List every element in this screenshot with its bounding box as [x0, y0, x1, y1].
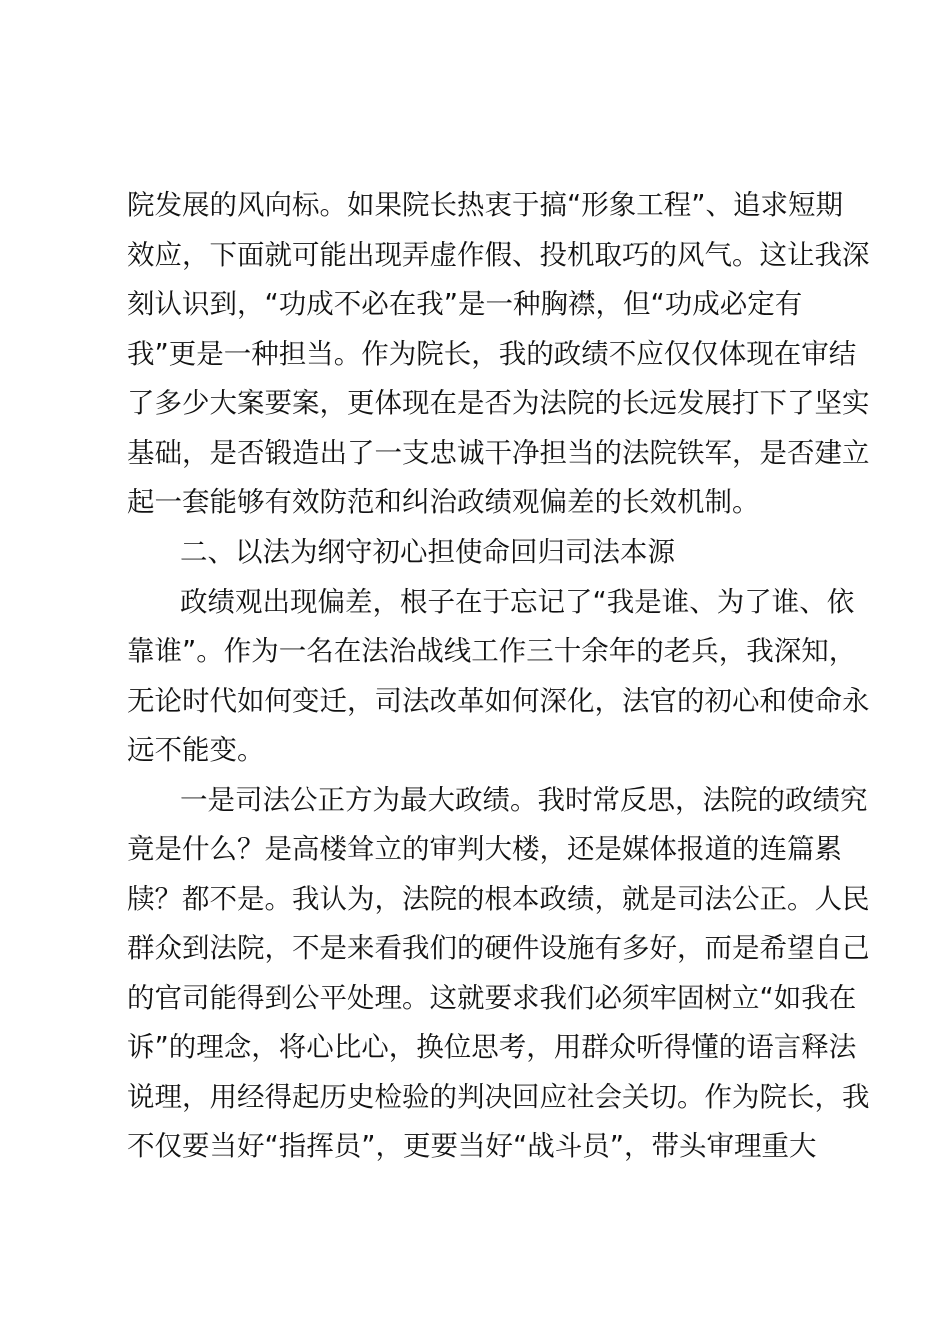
- text-line: 竟是什么？是高楼耸立的审判大楼，还是媒体报道的连篇累: [127, 833, 842, 865]
- text-line: 牍？都不是。我认为，法院的根本政绩，就是司法公正。人民: [127, 883, 870, 915]
- text-line: 效应，下面就可能出现弄虚作假、投机取巧的风气。这让我深: [127, 239, 870, 271]
- text-line: 远不能变。: [127, 734, 265, 766]
- text-line: 说理，用经得起历史检验的判决回应社会关切。作为院长，我: [127, 1081, 870, 1113]
- text-line: 起一套能够有效防范和纠治政绩观偏差的长效机制。: [127, 486, 760, 518]
- text-line: 的官司能得到公平处理。这就要求我们必须牢固树立“如我在: [127, 982, 857, 1014]
- text-line: 刻认识到，“功成不必在我”是一种胸襟，但“功成必定有: [127, 288, 803, 320]
- text-line: 不仅要当好“指挥员”，更要当好“战斗员”，带头审理重大: [127, 1130, 817, 1162]
- text-line: 了多少大案要案，更体现在是否为法院的长远发展打下了坚实: [127, 387, 870, 419]
- text-line: 群众到法院，不是来看我们的硬件设施有多好，而是希望自己: [127, 932, 870, 964]
- text-line: 一是司法公正方为最大政绩。我时常反思，法院的政绩究: [180, 784, 868, 816]
- text-line: 政绩观出现偏差，根子在于忘记了“我是谁、为了谁、依: [180, 586, 855, 618]
- text-line: 我”更是一种担当。作为院长，我的政绩不应仅仅体现在审结: [127, 338, 857, 370]
- section-heading: 二、以法为纲守初心担使命回归司法本源: [180, 536, 675, 568]
- text-line: 诉”的理念，将心比心，换位思考，用群众听得懂的语言释法: [127, 1031, 857, 1063]
- text-line: 靠谁”。作为一名在法治战线工作三十余年的老兵，我深知，: [127, 635, 857, 667]
- text-line: 基础，是否锻造出了一支忠诚干净担当的法院铁军，是否建立: [127, 437, 870, 469]
- text-line: 院发展的风向标。如果院长热衷于搞“形象工程”、追求短期: [127, 189, 843, 221]
- text-line: 无论时代如何变迁，司法改革如何深化，法官的初心和使命永: [127, 685, 870, 717]
